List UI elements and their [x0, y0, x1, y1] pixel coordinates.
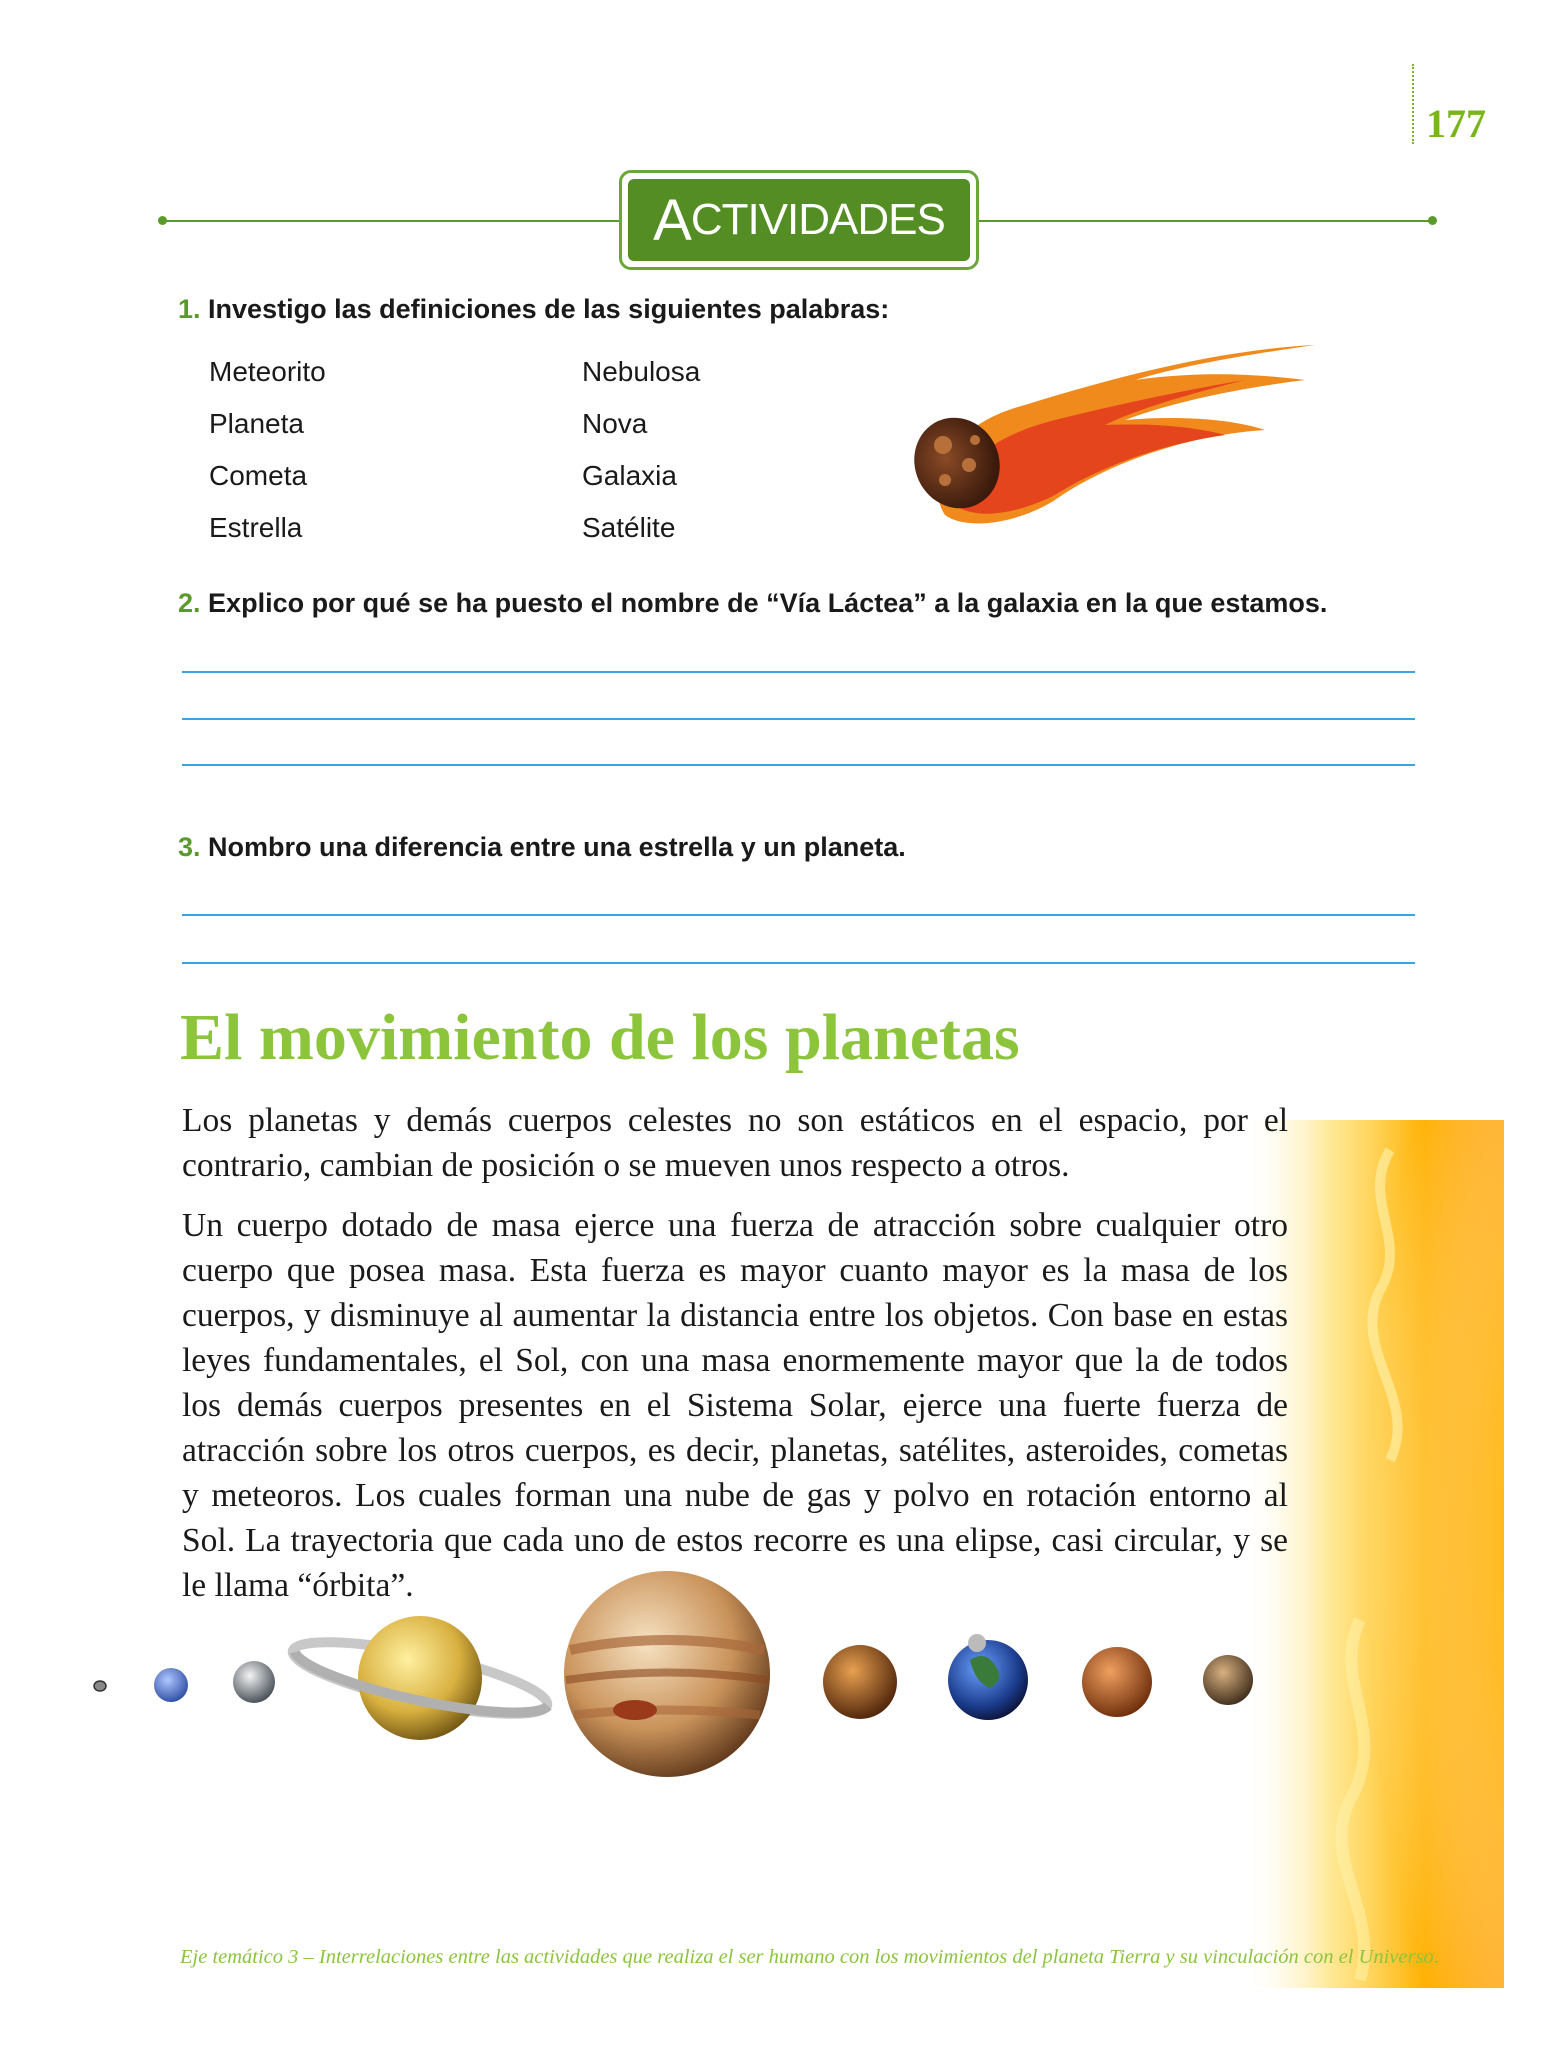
section-title: El movimiento de los planetas [180, 1001, 1020, 1074]
word-item: Galaxia [582, 460, 677, 491]
footer-caption: Eje temático 3 – Interrelaciones entre las actividades que realiza el ser humano con los movimientos del planeta Tierra y su vinculación con el Universo. [180, 1946, 1439, 1968]
saturn [358, 1616, 482, 1740]
answer-line[interactable] [182, 764, 1415, 766]
comet-illustration [885, 335, 1325, 535]
word-item: Meteorito [209, 356, 326, 387]
answer-line[interactable] [182, 671, 1415, 673]
answer-line[interactable] [182, 962, 1415, 964]
paragraph: Un cuerpo dotado de masa ejerce una fuerza de atracción sobre cualquier otro cuerpo que posea masa. Esta fuerza es mayor cuanto mayor es la masa de los cuerpos, y disminuye al aumentar la distancia entre los objetos. Con base en estas leyes fundamentales, el Sol, con una masa enormemente mayor que la de todos los demás cuerpos presentes en el Sistema Solar, ejerce una fuerte fuerza de atracción sobre los otros cuerpos, es decir, planetas, satélites, asteroides, cometas y meteoros. Los cuales forman una nube de gas y polvo en rotación entorno al Sol. La trayectoria que cada uno de estos recorre es una elipse, casi circular, y se le llama “órbita”. [182, 1207, 1288, 1604]
mars [823, 1645, 897, 1719]
header-rule-right [978, 220, 1430, 222]
page-number-divider [1412, 64, 1414, 144]
question-1-text: Investigo las definiciones de las siguientes palabras: [208, 294, 890, 324]
jupiter-red-spot [613, 1700, 657, 1720]
header-rule-left [165, 220, 620, 222]
word-item: Satélite [582, 512, 676, 543]
word-item: Planeta [209, 408, 304, 439]
question-1-number: 1. [178, 294, 201, 324]
venus [1082, 1647, 1152, 1717]
question-3-number: 3. [178, 832, 201, 862]
paragraph: Los planetas y demás cuerpos celestes no son estáticos en el espacio, por el contrario, cambian de posición o se mueven unos respecto a otros. [182, 1102, 1288, 1184]
answer-line[interactable] [182, 718, 1415, 720]
comet-crater [962, 458, 976, 472]
question-1 [178, 294, 889, 325]
activities-banner [619, 170, 979, 270]
moon [968, 1634, 986, 1652]
header-rule-dot-right [1428, 216, 1437, 225]
activities-banner-label [628, 179, 970, 261]
comet-crater [939, 474, 951, 486]
question-2 [178, 588, 1327, 619]
mercury [1203, 1655, 1253, 1705]
question-3-text: Nombro una diferencia entre una estrella y un planeta. [208, 832, 906, 862]
comet-crater [970, 435, 980, 445]
pluto [94, 1681, 106, 1691]
comet-crater [934, 436, 952, 454]
word-item: Cometa [209, 460, 308, 491]
answer-line[interactable] [182, 914, 1415, 916]
question-2-number: 2. [178, 588, 201, 618]
activities-banner-initial: A [653, 187, 691, 253]
page-number: 177 [1426, 101, 1486, 146]
question-3 [178, 832, 906, 863]
word-item: Nebulosa [582, 356, 701, 387]
neptune [154, 1668, 188, 1702]
word-item: Nova [582, 408, 648, 439]
planets-illustration [80, 1570, 1280, 1790]
jupiter-band [574, 1710, 760, 1715]
question-2-text: Explico por qué se ha puesto el nombre de “Vía Láctea” a la galaxia en la que estamos. [208, 588, 1328, 618]
uranus [233, 1661, 275, 1703]
word-item: Estrella [209, 512, 303, 543]
activities-banner-rest: CTIVIDADES [690, 195, 945, 244]
